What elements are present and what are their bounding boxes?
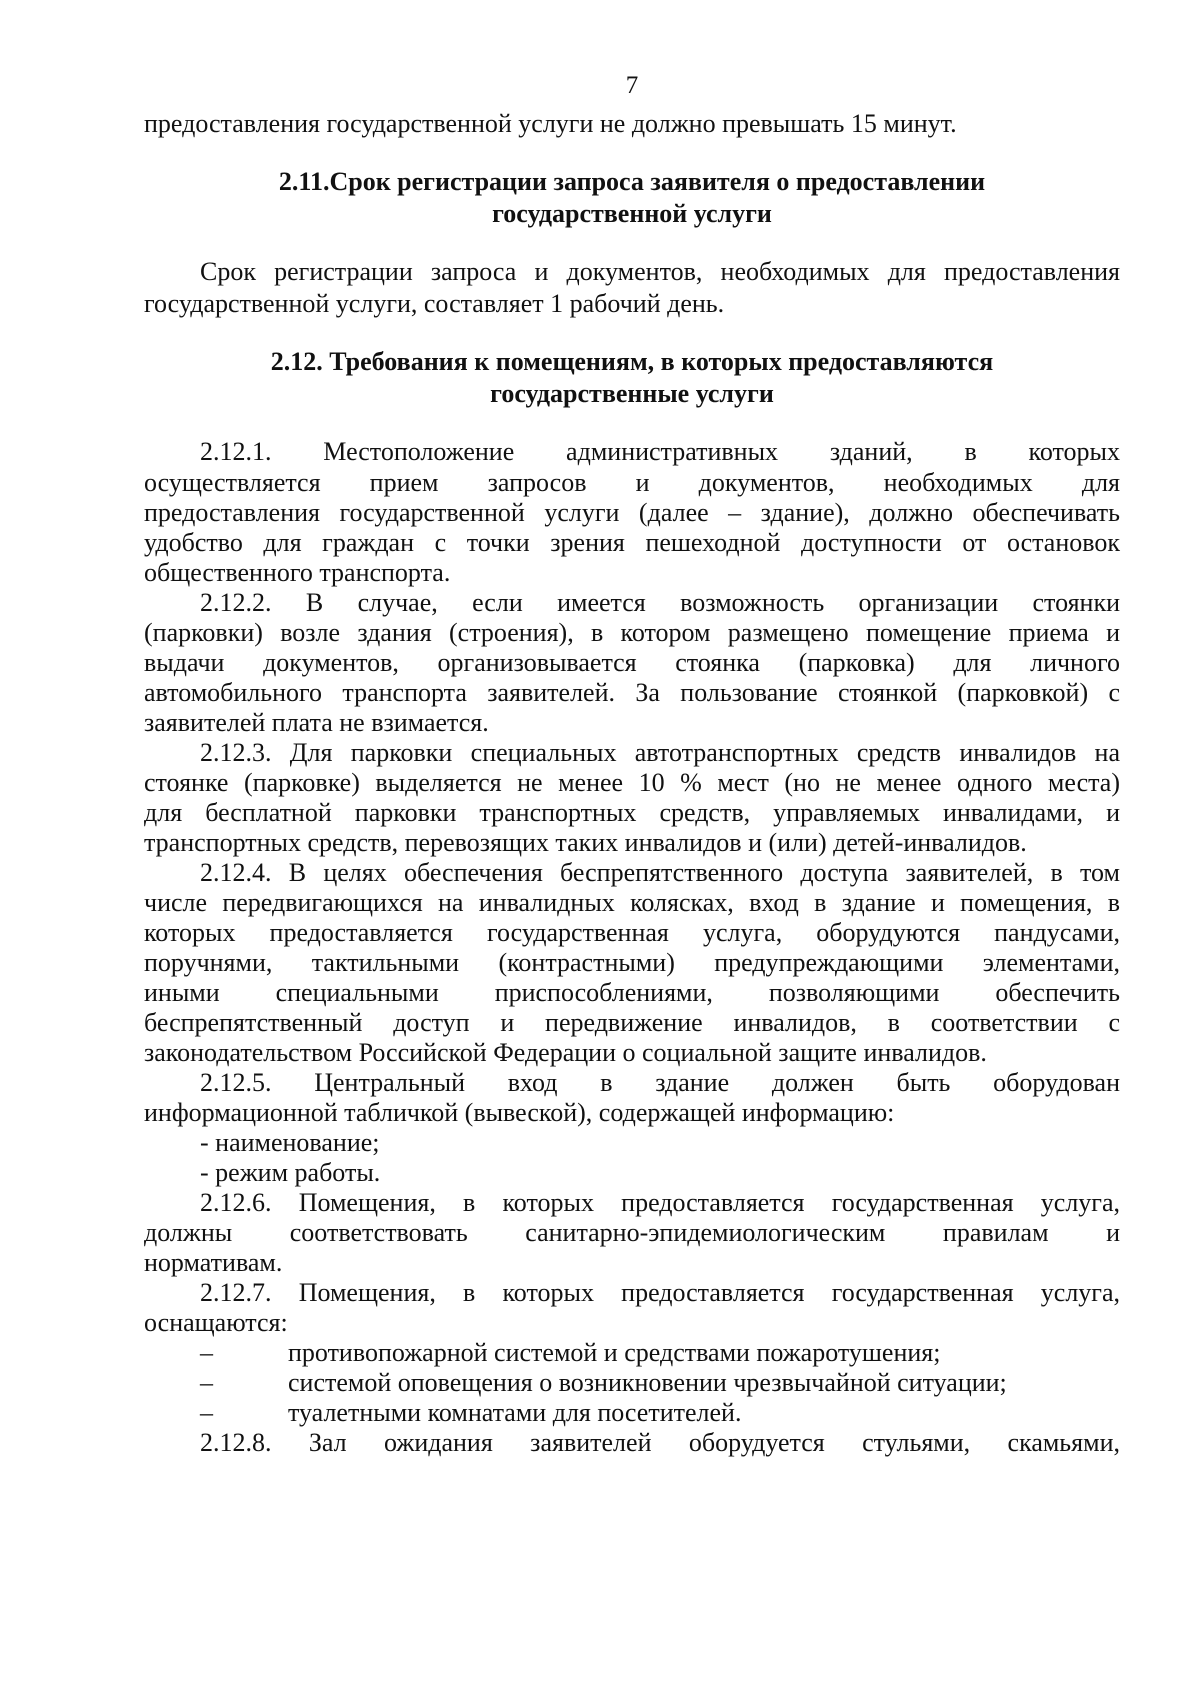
dash-bullet: – [200,1398,213,1427]
paragraph-line: общественного транспорта. [144,558,451,587]
paragraph-line: автомобильного транспорта заявителей. За пользование стоянкой (парковкой) с [144,678,1120,707]
paragraph-line: предоставления государственной услуги (далее – здание), должно обеспечивать [144,498,1120,527]
list-item: системой оповещения о возникновении чрезвычайной ситуации; [288,1368,1007,1397]
paragraph-line: 2.12.5. Центральный вход в здание должен быть оборудован [200,1068,1120,1097]
section-heading-2-11-line1: 2.11.Срок регистрации запроса заявителя о предоставлении [278,167,986,196]
paragraph-line: стоянке (парковке) выделяется не менее 10 % мест (но не менее одного места) [144,768,1120,797]
section-heading-2-12-line1: 2.12. Требования к помещениям, в которых предоставляются [270,347,994,376]
page-number: 7 [625,72,639,99]
paragraph-line: выдачи документов, организовывается стоянка (парковка) для личного [144,648,1120,677]
paragraph-line: для бесплатной парковки транспортных средств, управляемых инвалидами, и [144,798,1120,827]
paragraph-line: 2.12.4. В целях обеспечения беспрепятственного доступа заявителей, в том [200,858,1120,887]
paragraph-line: числе передвигающихся на инвалидных колясках, вход в здание и помещения, в [144,888,1120,917]
paragraph-line: оснащаются: [144,1308,288,1337]
list-item: туалетными комнатами для посетителей. [288,1398,742,1427]
paragraph-line: Срок регистрации запроса и документов, необходимых для предоставления [200,257,1120,286]
dash-bullet: – [200,1368,213,1397]
paragraph-line: осуществляется прием запросов и документов, необходимых для [144,468,1120,497]
paragraph-line: беспрепятственный доступ и передвижение инвалидов, в соответствии с [144,1008,1120,1037]
paragraph-line: 2.12.1. Местоположение административных зданий, в которых [200,437,1120,466]
section-heading-2-11-line2: государственной услуги [492,199,772,228]
paragraph-line: 2.12.7. Помещения, в которых предоставляется государственная услуга, [200,1278,1120,1307]
paragraph-line: информационной табличкой (вывеской), содержащей информацию: [144,1098,895,1127]
paragraph-line: государственной услуги, составляет 1 рабочий день. [144,289,725,318]
paragraph-line: предоставления государственной услуги не должно превышать 15 минут. [144,109,957,138]
list-item: противопожарной системой и средствами пожаротушения; [288,1338,941,1367]
paragraph-line: 2.12.8. Зал ожидания заявителей оборудуется стульями, скамьями, [200,1428,1120,1457]
paragraph-line: удобство для граждан с точки зрения пешеходной доступности от остановок [144,528,1120,557]
dash-bullet: – [200,1338,213,1367]
paragraph-line: (парковки) возле здания (строения), в котором размещено помещение приема и [144,618,1120,647]
section-heading-2-12-line2: государственные услуги [490,379,774,408]
list-item: - режим работы. [200,1158,381,1187]
paragraph-line: заявителей плата не взимается. [144,708,489,737]
paragraph-line: 2.12.6. Помещения, в которых предоставляется государственная услуга, [200,1188,1120,1217]
paragraph-line: поручнями, тактильными (контрастными) предупреждающими элементами, [144,948,1120,977]
paragraph-line: должны соответствовать санитарно-эпидемиологическим правилам и [144,1218,1120,1247]
paragraph-line: которых предоставляется государственная услуга, оборудуются пандусами, [144,918,1120,947]
paragraph-line: нормативам. [144,1248,283,1277]
paragraph-line: законодательством Российской Федерации о социальной защите инвалидов. [144,1038,987,1067]
list-item: - наименование; [200,1128,380,1157]
paragraph-line: 2.12.2. В случае, если имеется возможность организации стоянки [200,588,1120,617]
paragraph-line: транспортных средств, перевозящих таких инвалидов и (или) детей-инвалидов. [144,828,1027,857]
paragraph-line: иными специальными приспособлениями, позволяющими обеспечить [144,978,1120,1007]
paragraph-line: 2.12.3. Для парковки специальных автотранспортных средств инвалидов на [200,738,1120,767]
